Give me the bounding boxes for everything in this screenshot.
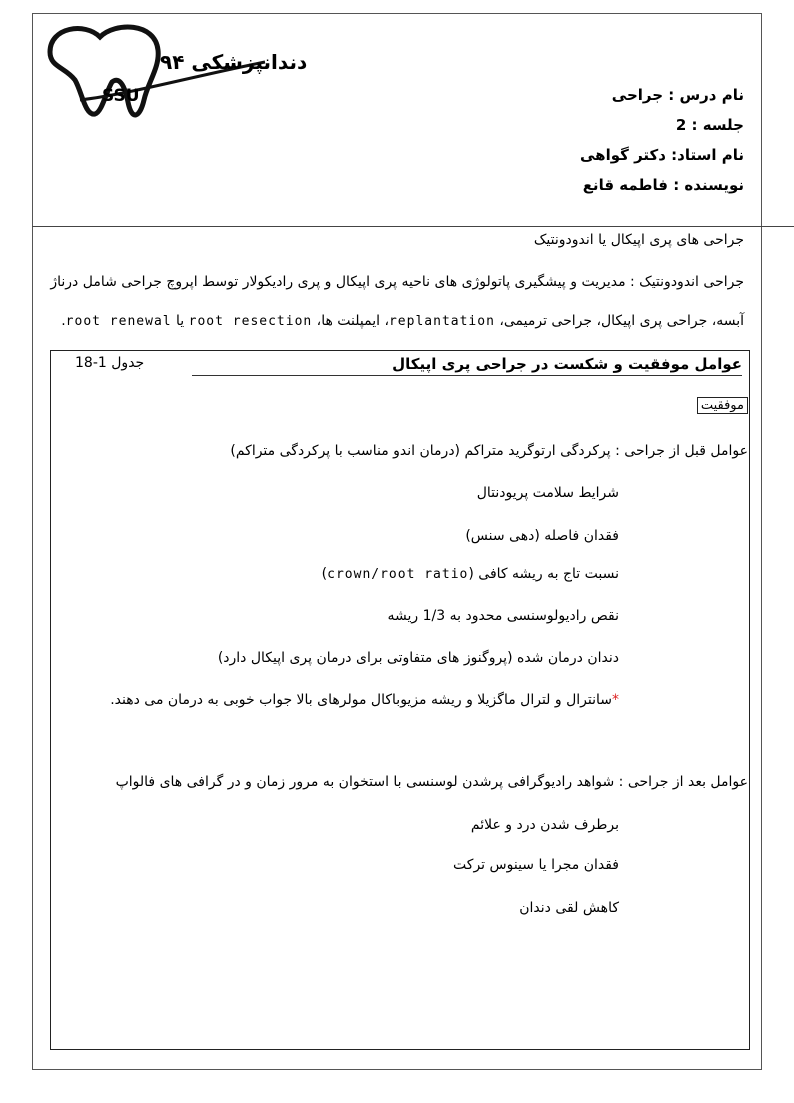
preop-item: فقدان فاصله (دهی سنس)	[465, 528, 619, 544]
star-note	[110, 692, 619, 708]
logo-ssu-text: SSU	[102, 86, 140, 106]
author-name: نویسنده : فاطمه قانع	[582, 176, 744, 194]
root-renewal-term: root renewal	[65, 314, 172, 329]
preop-item: دندان درمان شده (پروگنوز های متفاوتی برای درمان پری اپیکال دارد)	[217, 650, 619, 666]
intro-line-3-mid: ، ایمپلنت ها،	[312, 313, 389, 329]
replantation-term: replantation	[388, 314, 495, 329]
table-number: جدول 1-18	[75, 355, 145, 371]
crown-ratio-prefix: نسبت تاج به ریشه کافی (	[468, 566, 619, 582]
star-marker: *	[612, 692, 619, 708]
root-resection-term: root resection	[188, 314, 313, 329]
star-note-text: سانترال و لترال ماگزیلا و ریشه مزیوباکال مولرهای بالا جواب خوبی به درمان می دهند.	[110, 692, 612, 708]
postop-item: برطرف شدن درد و علائم	[470, 817, 619, 833]
preop-item: شرایط سلامت پریودنتال	[476, 485, 619, 501]
crown-root-ratio-item	[322, 566, 619, 582]
postop-item: فقدان مجرا یا سینوس ترکت	[453, 857, 619, 873]
session-number: جلسه : 2	[675, 116, 744, 134]
postop-heading: عوامل بعد از جراحی : شواهد رادیوگرافی پرشدن لوسنسی با استخوان به مرور زمان و در گرافی های فالواپ	[115, 774, 748, 790]
tooth-logo-icon	[40, 22, 280, 132]
intro-line-3	[61, 313, 744, 329]
divider	[32, 226, 794, 227]
intro-line-3-or: یا	[171, 313, 189, 329]
intro-line-2: جراحی اندودونتیک : مدیریت و پیشگیری پاتولوژی های ناحیه پری اپیکال و پری رادیکولار توسط اپروچ جراحی شامل درناژ	[50, 274, 744, 290]
instructor-name: نام استاد: دکتر گواهی	[580, 146, 744, 164]
logo	[40, 22, 308, 132]
intro-line-3-end: .	[61, 313, 66, 329]
postop-item: کاهش لقی دندان	[519, 900, 619, 916]
table-title: عوامل موفقیت و شکست در جراحی پری اپیکال	[192, 355, 742, 376]
success-label: موفقیت	[697, 397, 748, 414]
logo-brand-text: دندانپزشکی ۹۴	[160, 50, 308, 74]
intro-line-3-prefix: آبسه، جراحی پری اپیکال، جراحی ترمیمی،	[494, 313, 744, 329]
course-name: نام درس : جراحی	[611, 86, 744, 104]
intro-line-1: جراحی های پری اپیکال یا اندودونتیک	[533, 232, 744, 248]
preop-item: نقص رادیولوسنسی محدود به 1/3 ریشه	[387, 608, 619, 624]
crown-ratio-suffix: )	[321, 566, 328, 582]
header-info	[580, 80, 744, 200]
preop-heading: عوامل قبل از جراحی : پرکردگی ارتوگرید متراکم (درمان اندو مناسب با پرکردگی متراکم)	[230, 443, 748, 459]
crown-root-ratio-term: crown/root ratio	[327, 567, 469, 582]
